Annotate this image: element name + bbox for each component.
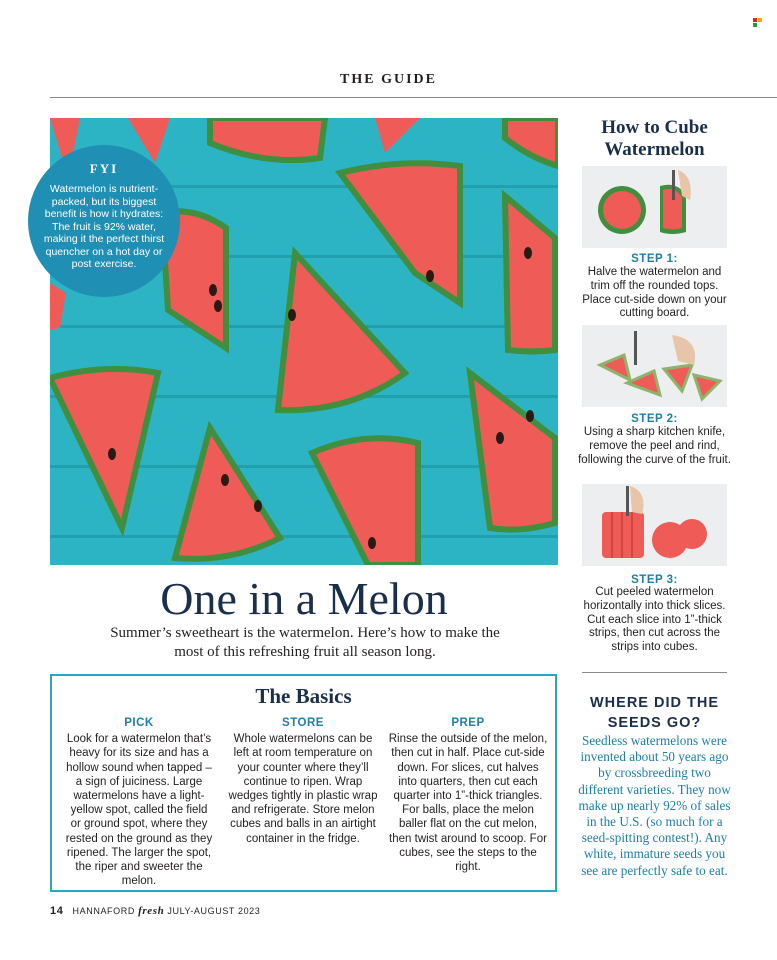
basics-column-pick bbox=[64, 716, 214, 888]
fyi-text: Watermelon is nutrient-packed, but its biggest benefit is how it hydrates: The fruit is 92% water, making it the perfect thirst quencher on a hot day or post exercise. bbox=[43, 183, 165, 270]
page-number: 14 bbox=[50, 905, 64, 917]
seeds-title: WHERE DID THE SEEDS GO? bbox=[590, 695, 719, 731]
prep-text: Rinse the outside of the melon, then cut in half. Place cut-side down. For slices, cut halves into quarters, then cut each quarter into 1”-thick triangles. For balls, place the melon baller flat on the cut melon, then twist around to scoop. For cubes, see the steps to the right. bbox=[388, 733, 548, 874]
sidebar-divider bbox=[582, 672, 727, 673]
step-2-label: STEP 2: bbox=[631, 413, 678, 425]
store-text: Whole watermelons can be left at room temperature on your counter where they’ll continue to ripen. Wrap wedges tightly in plastic wrap and refrigerate. Store melon cubes and balls in an airtight container in the fridge. bbox=[228, 733, 378, 845]
pick-text: Look for a watermelon that’s heavy for its size and has a hollow sound when tapped – a sign of juiciness. Large watermelons have a light-yellow spot, called the field or ground spot, where they rested on the ground as they ripened. The larger the spot, the riper and sweeter the melon. bbox=[65, 733, 213, 888]
step-3-photo bbox=[582, 484, 727, 566]
step-1-text: Halve the watermelon and trim off the rounded tops. Place cut-side down on your cutting board. bbox=[582, 266, 727, 320]
footer-brand: HANNAFORD bbox=[72, 906, 135, 916]
basics-column-prep bbox=[388, 716, 548, 874]
step-1-label: STEP 1: bbox=[631, 253, 678, 265]
step-2-text: Using a sharp kitchen knife, remove the peel and rind, following the curve of the fruit. bbox=[578, 426, 731, 466]
article-dek: Summer’s sweetheart is the watermelon. Here’s how to make the most of this refreshing fruit all season long. bbox=[110, 625, 500, 660]
section-header: THE GUIDE bbox=[340, 72, 437, 87]
page-footer bbox=[50, 905, 260, 917]
step-2-photo bbox=[582, 325, 727, 407]
fyi-title: FYI bbox=[89, 161, 119, 176]
step-3-label: STEP 3: bbox=[631, 574, 678, 586]
seeds-text: Seedless watermelons were invented about 50 years ago by crossbreeding two different varieties. They now make up nearly 92% of sales in the U.S. (so much for a seed-spitting contest!). Any white, immature seeds you see are perfectly safe to eat. bbox=[578, 733, 731, 878]
article-title: One in a Melon bbox=[160, 573, 448, 624]
sidebar-title: How to Cube Watermelon bbox=[601, 117, 708, 160]
basics-title: The Basics bbox=[255, 684, 352, 708]
step-3-text: Cut peeled watermelon horizontally into thick slices. Cut each slice into 1”-thick strips, then cut across the strips into cubes. bbox=[583, 586, 726, 654]
step-1-photo bbox=[582, 166, 727, 248]
basics-column-store bbox=[228, 716, 378, 846]
footer-magazine-name: fresh bbox=[138, 905, 165, 917]
brand-logo-mark bbox=[753, 18, 762, 27]
store-heading: STORE bbox=[282, 717, 324, 729]
basics-box bbox=[50, 674, 557, 892]
pick-heading: PICK bbox=[124, 717, 154, 729]
fyi-callout-circle bbox=[28, 145, 180, 297]
prep-heading: PREP bbox=[451, 717, 485, 729]
footer-issue: JULY-AUGUST 2023 bbox=[167, 906, 261, 916]
header-divider bbox=[50, 97, 777, 98]
